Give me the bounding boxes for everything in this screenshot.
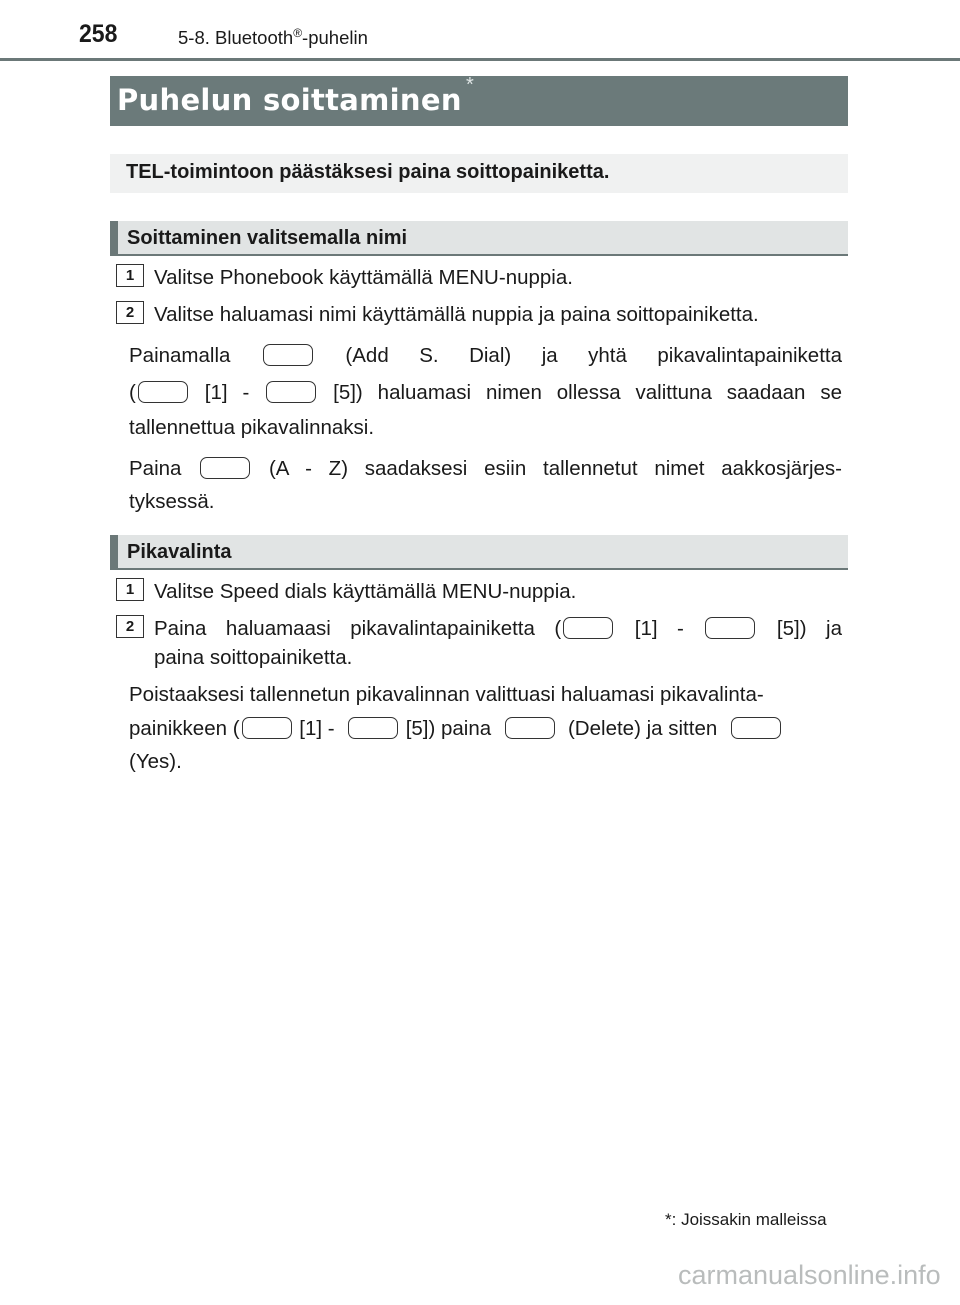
section-title-suffix: -puhelin — [302, 27, 368, 49]
step-text: paina soittopainiketta. — [154, 646, 353, 669]
text: [1] - — [204, 381, 250, 404]
summary-text: TEL-toimintoon päästäksesi paina soittopainiketta. — [126, 161, 610, 183]
button-icon — [266, 381, 316, 403]
text: ( — [129, 381, 136, 404]
button-icon — [505, 717, 555, 739]
watermark: carmanualsonline.info — [678, 1260, 941, 1290]
text: Paina — [129, 457, 182, 480]
paragraph-line — [129, 381, 842, 405]
button-icon — [263, 344, 313, 366]
step-text: Valitse Phonebook käyttämällä MENU-nuppia. — [154, 266, 573, 289]
paragraph-line: tyksessä. — [129, 490, 215, 513]
section-heading-text: Pikavalinta — [127, 541, 232, 563]
step-number: 2 — [116, 301, 144, 324]
page-heading: Puhelun soittaminen — [117, 83, 462, 117]
asterisk-mark: * — [665, 1210, 672, 1229]
footnote — [665, 1210, 827, 1230]
step-number: 1 — [116, 578, 144, 601]
step-number: 2 — [116, 615, 144, 638]
button-icon — [200, 457, 250, 479]
step-number: 1 — [116, 264, 144, 287]
section-heading-name-dial — [110, 221, 848, 256]
section-title-text: 5-8. Bluetooth — [178, 27, 294, 49]
header-rule — [0, 58, 960, 61]
button-icon — [138, 381, 188, 403]
footnote-text: : Joissakin malleissa — [671, 1210, 827, 1229]
section-heading-speed-dial — [110, 535, 848, 570]
step-text — [154, 617, 842, 641]
page-number: 258 — [79, 20, 118, 48]
registered-mark: ® — [293, 26, 303, 40]
text: [5]) haluamasi nimen ollessa valittuna saadaan se — [333, 381, 842, 404]
step-text: Valitse haluamasi nimi käyttämällä nuppia ja paina soittopainiketta. — [154, 303, 759, 326]
asterisk-mark: * — [466, 74, 474, 96]
paragraph-line: (Yes). — [129, 750, 182, 773]
text: Painamalla — [129, 344, 231, 367]
button-icon — [705, 617, 755, 639]
text: [1] - — [634, 617, 684, 640]
title-bar — [110, 76, 848, 126]
text: [1] - — [299, 717, 335, 740]
section-heading-text: Soittaminen valitsemalla nimi — [127, 227, 408, 249]
text: (Delete) ja sitten — [567, 717, 718, 740]
paragraph-line: tallennettua pikavalinnaksi. — [129, 416, 375, 439]
text: Paina haluamaasi pikavalintapainiketta ( — [154, 617, 562, 640]
text: painikkeen ( — [129, 717, 240, 740]
text: [5]) ja — [776, 617, 842, 640]
summary-box — [110, 154, 848, 193]
paragraph-line — [129, 344, 842, 368]
paragraph-line — [129, 717, 842, 741]
button-icon — [242, 717, 292, 739]
step-text: Valitse Speed dials käyttämällä MENU-nuppia. — [154, 580, 577, 603]
paragraph-line: Poistaaksesi tallennetun pikavalinnan valittuasi haluamasi pikavalinta- — [129, 683, 764, 706]
button-icon — [348, 717, 398, 739]
text: (A - Z) saadaksesi esiin tallennetut nimet aakkosjärjes- — [268, 457, 843, 480]
button-icon — [563, 617, 613, 639]
text: (Add S. Dial) ja yhtä pikavalintapainiketta — [345, 344, 842, 367]
text: [5]) paina — [405, 717, 492, 740]
section-title — [178, 26, 368, 49]
button-icon — [731, 717, 781, 739]
paragraph-line — [129, 457, 842, 481]
